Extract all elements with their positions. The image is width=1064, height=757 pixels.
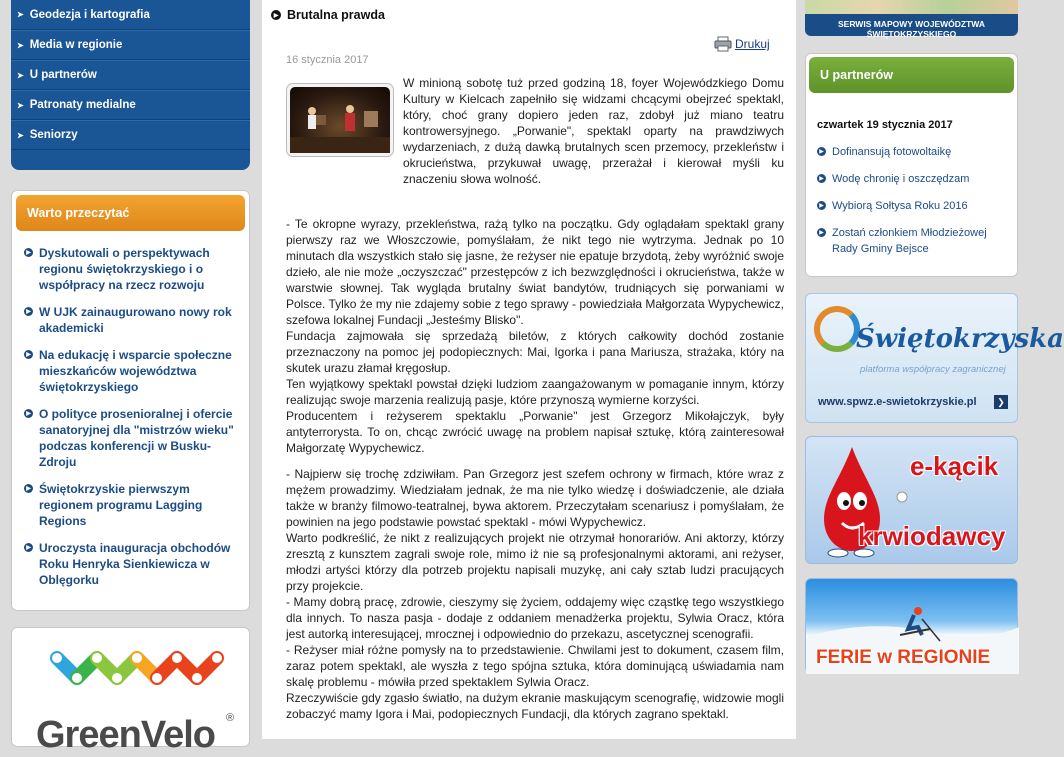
ferie-label: FERIE w REGIONIE: [816, 647, 991, 668]
nav-item-label: Patronaty medialne: [29, 99, 136, 111]
arrow-circle-icon: ▶: [817, 147, 826, 156]
arrow-circle-icon: ▶: [817, 174, 826, 183]
banner-url: www.spwz.e-swietokrzyskie.pl: [818, 396, 977, 408]
arrow-right-icon: ➤: [17, 100, 24, 110]
map-service-banner[interactable]: [805, 0, 1018, 39]
article-paragraph: Producentem i reżyserem spektaklu „Porwanie" jest Grzegorz Mikołajczyk, były antyterrorysta. To on, chcąc zwrócić uwagę na problem napisał sztukę, którą zainteresował Małgorzatę Wypychewicz.: [286, 409, 784, 455]
article-title-text: Brutalna prawda: [287, 8, 385, 22]
kacik-line1: e-kącik: [910, 451, 999, 481]
warto-link-label: W UJK zainaugurowano nowy rok akademicki: [39, 305, 232, 335]
article-paragraph: - Najpierw się trochę zdziwiłam. Pan Grzegorz jest szefem ochrony w firmach, które wraz z mężem prowadzimy. Wiedziałam jednak, że ma nie tylko wiedzę i doświadczenie, ale działa także w branży filmowo-teatralnej, bywa aktorem. Przeczytałam scenariusz i pomyślałam, że powinien na jego podstawie powstać spektakl - mówi Wypychewicz.: [286, 467, 784, 529]
warto-link-label: O polityce prosenioralnej i ofercie sanatoryjnej dla "mistrzów wieku" podczas konferencji w Busku-Zdroju: [39, 407, 234, 469]
arrow-right-icon: ➤: [17, 40, 24, 50]
warto-link-label: Świętokrzyskie pierwszym regionem programu Lagging Regions: [39, 482, 203, 528]
nav-item-media[interactable]: [11, 30, 250, 60]
right-column: [796, 0, 1064, 739]
nav-item-seniorzy[interactable]: [11, 120, 250, 150]
warto-link[interactable]: [24, 245, 235, 293]
arrow-circle-icon: ▶: [24, 409, 33, 418]
arrow-circle-icon: ▶: [271, 10, 281, 20]
theater-photo: [290, 87, 390, 153]
kacik-krwiodawcy-banner[interactable]: [805, 436, 1018, 564]
article-thumbnail[interactable]: [286, 83, 394, 157]
arrow-right-icon: ➤: [17, 130, 24, 140]
arrow-circle-icon: ▶: [817, 201, 826, 210]
map-strip: [805, 0, 1018, 14]
greenvelo-label: GreenVelo: [36, 714, 215, 756]
ferie-banner[interactable]: [805, 578, 1018, 673]
arrow-right-icon: ➤: [17, 10, 24, 19]
article-body: [286, 216, 784, 722]
category-nav: [11, 0, 250, 170]
arrow-circle-icon: ▶: [24, 543, 33, 552]
nav-item-label: Seniorzy: [29, 129, 78, 141]
banner-subtitle: platforma współpracy zagranicznej: [860, 364, 1006, 375]
arrow-circle-icon: ▶: [817, 228, 826, 237]
swietokrzyska-logo-icon: [814, 306, 860, 352]
article-paragraph: - Mamy dobrą pracę, zdrowie, cieszymy się życiem, oddajemy więc cząstkę tego wszystkiego dla innych. To nasza pasja - dodaje z oddaniem menadżerka projektu, Sylwia Oracz, która jest autorką interesującej, mrocznej i odpowiednio do przekazu, ascetycznej scenografii.: [286, 595, 784, 641]
registered-mark: ®: [226, 712, 235, 724]
swietokrzyska-banner[interactable]: [805, 293, 1064, 423]
article-paragraph: Rzeczywiście gdy zgasło światło, na dużym ekranie maskującym scenografię, widzowie mogli zobaczyć mamy Igora i Mai, podopiecznych Fundacji, dla których zagrano spektakl.: [286, 691, 784, 721]
print-label: Drukuj: [735, 37, 770, 51]
warto-link-label: Dyskutowali o perspektywach regionu świętokrzyskiego i o współpracy na rzecz rozwoju: [39, 246, 210, 292]
nav-item-label: Geodezja i kartografia: [29, 8, 150, 21]
arrow-circle-icon: ▶: [24, 484, 33, 493]
article-paragraph: - Reżyser miał różne pomysły na to przedstawienie. Chwilami jest to dokument, czasem film, zaraz potem spektakl, ale wyszła z tego spójna sztuka, która dominującą uświadamia nam skalę problemu - mówiła przed spektaklem Sylwia Oracz.: [286, 643, 784, 689]
nav-item-label: Media w regionie: [29, 39, 123, 51]
warto-link[interactable]: [24, 540, 235, 588]
partner-link-label: Wybiorą Sołtysa Roku 2016: [832, 200, 968, 212]
article-paragraph: Ten wyjątkowy spektakl powstał dzięki ludziom zaangażowanym w pomaganie innym, którzy realizując swoje marzenia realizują pasje, które przynoszą wymierne korzyści.: [286, 377, 784, 407]
partner-link[interactable]: [817, 171, 1007, 187]
warto-link[interactable]: [24, 406, 235, 470]
article-paragraph: Warto podkreślić, że nikt z realizujących projekt nie otrzymał honorariów. Ani aktorzy, którzy zresztą z kunsztem zagrali swoje role, mimo iż nie są profesjonalnymi aktorami, ani reżyser, młodzi artyści którzy dla potrzeb projektu napisali muzykę, ani cały sztab ludzi pracujących przy projekcie.: [286, 531, 784, 593]
warto-heading: Warto przeczytać: [16, 195, 245, 231]
nav-item-geodezja[interactable]: [11, 0, 250, 30]
partners-box: [805, 53, 1018, 277]
arrow-right-icon: ➤: [17, 70, 24, 80]
arrow-circle-icon: ▶: [24, 248, 33, 257]
warto-link-label: Uroczysta inauguracja obchodów Roku Henryka Sienkiewicza w Oblęgorku: [39, 541, 231, 587]
print-link[interactable]: [714, 36, 770, 52]
partner-link-label: Wodę chronię i oszczędzam: [832, 173, 970, 185]
warto-link-label: Na edukację i wsparcie społeczne mieszkańców województwa świętokrzyskiego: [39, 348, 232, 394]
article-title: [271, 8, 385, 22]
greenvelo-banner[interactable]: [11, 627, 250, 756]
warto-link[interactable]: [24, 481, 235, 529]
article-date: 16 stycznia 2017: [286, 54, 369, 66]
partner-link-label: Zostań członkiem Młodzieżowej Rady Gminy Bejsce: [832, 227, 987, 255]
map-banner-label: SERWIS MAPOWY WOJEWÓDZTWA ŚWIĘTOKRZYSKIEGO: [837, 19, 986, 39]
left-column: [0, 0, 262, 756]
partner-link[interactable]: [817, 225, 1007, 257]
warto-przeczytac-box: [11, 190, 250, 611]
partner-link-label: Dofinansują fotowoltaikę: [832, 146, 952, 158]
nav-item-partnerow[interactable]: [11, 60, 250, 90]
arrow-circle-icon: ▶: [24, 307, 33, 316]
article-paragraph: - Te okropne wyrazy, przekleństwa, rażą tylko na początku. Gdy oglądałam spektakl grany pierwszy raz we Włoszczowie, pomyślałam, że nikt tego nie wytrzyma. Jednak po 10 minutach dla wszystkich stało się jasne, że reżyser nie epatuje brzydotą, żeby wyróżnić swoje dzieło, ale nie może „oczyszczać" przestępców z ich bezwzględności i okrucieństwa, także w warstwie słownej. Tak wygląda brutalny świat bandytów, trudniących się porwaniami w Polsce. Tylko że my nie zdajemy sobie z tego sprawy - powiedziała Małgorzata Wypychewicz, szefowa lokalnej Fundacji „Jesteśmy Blisko".: [286, 217, 784, 327]
nav-item-label: U partnerów: [29, 69, 97, 81]
chevron-right-icon: ❯: [994, 395, 1008, 409]
banner-title: Świętokrzyska: [856, 324, 1064, 354]
arrow-circle-icon: ▶: [24, 350, 33, 359]
article-content: [262, 0, 796, 739]
printer-icon: [714, 36, 732, 52]
article-paragraph: Fundacja zajmowała się sprzedażą biletów, z których całkowity dochód zostanie przeznaczony na pomoc jej podopiecznych: Mai, Igorka i pana Mariusza, strażaka, który na skutek urazu złamał kręgosłup.: [286, 329, 784, 375]
nav-item-patronaty[interactable]: [11, 90, 250, 120]
kacik-line2: krwiodawcy: [858, 521, 1006, 551]
warto-link[interactable]: [24, 347, 235, 395]
warto-link[interactable]: [24, 304, 235, 336]
partner-link[interactable]: [817, 198, 1007, 214]
partner-link[interactable]: [817, 144, 1007, 160]
article-lead: W minioną sobotę tuż przed godziną 18, foyer Wojewódzkiego Domu Kultury w Kielcach zapełniło się widzami chcącymi obejrzeć spektakl, który, choć grany dopiero jeden raz, zdobył już miano teatru kontrowersyjnego. „Porwanie", spektakl oparty na prawdziwych wydarzeniach, z dużą dawką brutalnych scen przemocy, przekleństw i okrucieństwa, przykuwał uwagę, przerażał i kierował myśli ku znaczeniu słowa wolność.: [403, 76, 784, 186]
partners-date: czwartek 19 stycznia 2017: [817, 119, 953, 131]
partners-heading: U partnerów: [809, 57, 1014, 93]
